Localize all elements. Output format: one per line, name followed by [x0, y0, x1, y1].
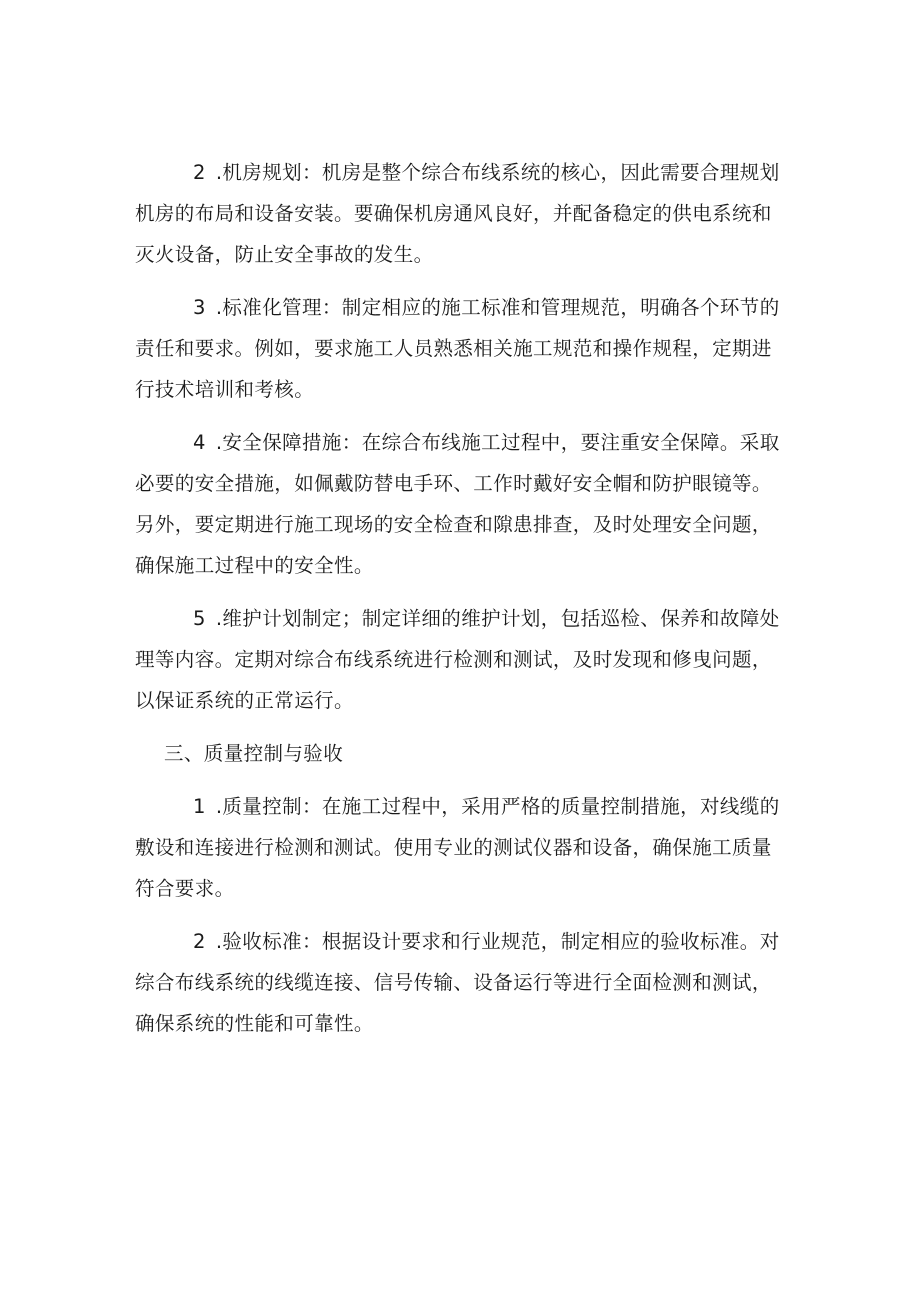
- paragraph-text: .机房规划：机房是整个综合布线系统的核心，因此需要合理规划机房的布局和设备安装。要确保机房通风良好，并配备稳定的供电系统和灭火设备，防止安全事故的发生。: [135, 161, 780, 266]
- paragraph-safety-measures: [135, 422, 785, 586]
- paragraph-number: 4: [193, 431, 206, 454]
- paragraph-standardized-management: [135, 287, 785, 410]
- section-heading: 三、质量控制与验收: [164, 742, 344, 765]
- paragraph-number: 2: [193, 161, 206, 184]
- document-body: [135, 152, 785, 1056]
- paragraph-machine-room-planning: [135, 152, 785, 275]
- paragraph-text: .维护计划制定；制定详细的维护计划，包括巡检、保养和故障处理等内容。定期对综合布线系统进行检测和测试，及时发现和修曳问题，以保证系统的正常运行。: [135, 607, 780, 712]
- paragraph-number: 2: [193, 930, 206, 953]
- paragraph-text: .标准化管理：制定相应的施工标准和管理规范，明确各个环节的责任和要求。例如，要求施工人员熟悉相关施工规范和操作规程，定期进行技术培训和考核。: [135, 296, 780, 401]
- paragraph-quality-control: [135, 786, 785, 909]
- paragraph-acceptance-standard: [135, 921, 785, 1044]
- paragraph-maintenance-plan: [135, 598, 785, 721]
- paragraph-text: .质量控制：在施工过程中，采用严格的质量控制措施，对线缆的敷设和连接进行检测和测试。使用专业的测试仪器和设备，确保施工质量符合要求。: [135, 795, 780, 900]
- paragraph-text: .验收标准：根据设计要求和行业规范，制定相应的验收标准。对综合布线系统的线缆连接、信号传输、设备运行等进行全面检测和测试，确保系统的性能和可靠性。: [135, 930, 780, 1035]
- paragraph-number: 3: [193, 296, 206, 319]
- paragraph-text: .安全保障措施：在综合布线施工过程中，要注重安全保障。采取必要的安全措施，如佩戴防替电手环、工作时戴好安全帽和防护眼镜等。另外，要定期进行施工现场的安全检查和隙患排查，及时处理安全问题，确保施工过程中的安全性。: [135, 431, 780, 577]
- paragraph-number: 5: [193, 607, 206, 630]
- paragraph-number: 1: [193, 795, 206, 818]
